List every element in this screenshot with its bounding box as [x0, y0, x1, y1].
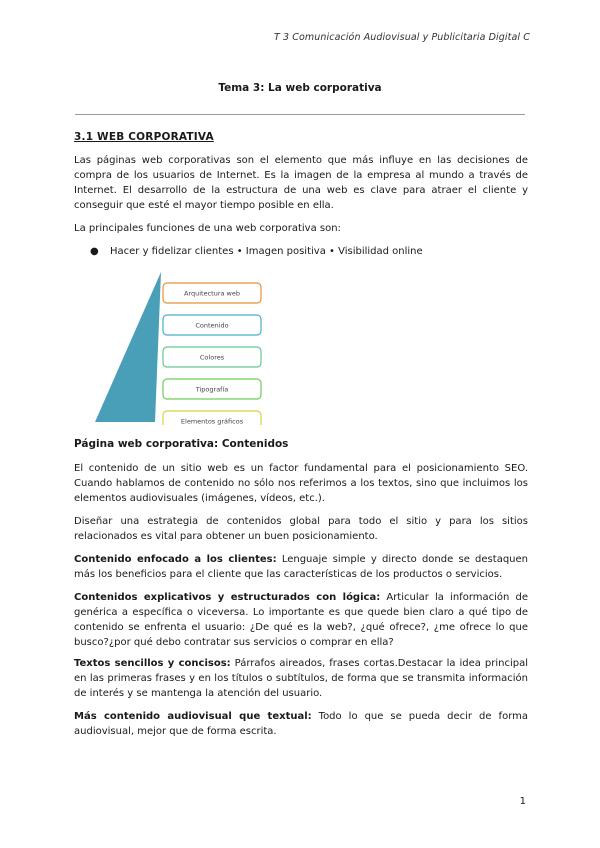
title-divider — [75, 114, 525, 115]
pyramid-level-label: Colores — [199, 353, 225, 362]
item-text: Párrafos aireados, frases cortas.Destacar la idea principal en las primeras frases y en los títulos o subtítulos, de forma que se transmita información de interés y se mantenga la atención del usuario. — [74, 658, 528, 699]
contents-subheading: Página web corporativa: Contenidos — [74, 438, 289, 450]
item-text: Todo lo que se pueda decir de forma audiovisual, mejor que de forma escrita. — [74, 711, 528, 737]
bullet-text: Hacer y fidelizar clientes • Imagen positiva • Visibilidad online — [110, 246, 423, 257]
item-term: Contenidos explicativos y estructurados con lógica: — [74, 592, 381, 603]
pyramid-level-label: Arquitectura web — [183, 289, 241, 298]
item-simple-texts — [74, 656, 528, 701]
item-term: Más contenido audiovisual que textual: — [74, 711, 312, 722]
item-audiovisual — [74, 709, 528, 739]
document-title: Tema 3: La web corporativa — [218, 82, 382, 94]
running-header: T 3 Comunicación Audiovisual y Publicitaria Digital C — [273, 32, 530, 43]
pyramid-level-label: Elementos gráficos — [180, 417, 244, 425]
item-clients — [74, 552, 528, 582]
intro-paragraph: Las páginas web corporativas son el elemento que más influye en las decisiones de compra de los usuarios de Internet. Es la imagen de la empresa al mundo a través de Internet. El desarrollo de la estructura de una web es clave para atraer el cliente y conseguir que esté el mayor tiempo posible en ella. — [74, 155, 528, 211]
bullet-item — [90, 244, 423, 259]
pyramid-level-label: Contenido — [195, 321, 229, 330]
functions-intro: La principales funciones de una web corporativa son: — [74, 223, 341, 234]
content-paragraph-2: Diseñar una estrategia de contenidos global para todo el sitio y para los sitios relacionados es vital para obtener un buen posicionamiento. — [74, 516, 528, 542]
page-number: 1 — [519, 796, 526, 807]
item-term: Contenido enfocado a los clientes: — [74, 554, 277, 565]
bullet-icon: ● — [90, 246, 99, 257]
pyramid-triangle — [95, 272, 161, 422]
pyramid-diagram — [95, 270, 275, 425]
item-structured — [74, 590, 528, 650]
section-heading: 3.1 WEB CORPORATIVA — [74, 131, 214, 143]
item-text: Articular la información de genérica a específica o viceversa. Lo importante es que quede bien claro a qué tipo de contenido se enfrenta el usuario: ¿De qué es la web?, ¿qué ofrece?, ¿me ofrece lo que busco?¿por qué debo contratar sus servicios o comprar en ella? — [74, 592, 529, 648]
item-term: Textos sencillos y concisos: — [74, 658, 231, 669]
item-text: Lenguaje simple y directo donde se destaquen más los beneficios para el cliente que las características de los productos o servicios. — [74, 554, 528, 580]
content-paragraph-1: El contenido de un sitio web es un factor fundamental para el posicionamiento SEO. Cuando hablamos de contenido no sólo nos referimos a los textos, sino que incluimos los elementos audiovisuales (imágenes, vídeos, etc.). — [74, 463, 528, 504]
pyramid-level-label: Tipografía — [195, 385, 229, 394]
